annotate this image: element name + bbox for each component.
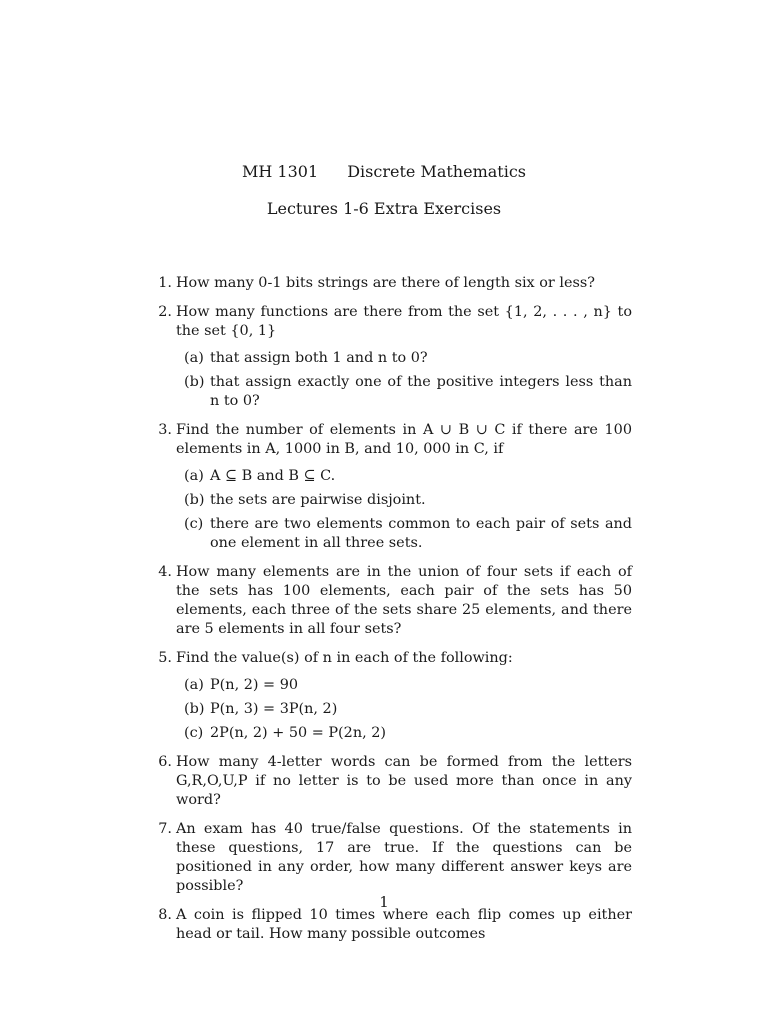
question-number: 5. (158, 650, 172, 666)
question-number: 3. (158, 422, 172, 438)
question-text: How many 0-1 bits strings are there of length six or less? (176, 275, 595, 291)
sub-question-label: (a) (184, 350, 204, 366)
sub-question-label: (a) (184, 677, 204, 693)
exercise-list (152, 274, 632, 954)
sub-question-label: (b) (184, 701, 205, 717)
question-number: 1. (158, 275, 172, 291)
sub-question-label: (c) (184, 516, 204, 532)
sub-question-list (184, 349, 632, 411)
sub-question (184, 515, 632, 553)
question-1 (152, 274, 632, 293)
sub-question-text: P(n, 2) = 90 (210, 677, 299, 693)
sub-question-text: the sets are pairwise disjoint. (210, 492, 426, 508)
question-text: A coin is flipped 10 times where each flip comes up either head or tail. How many possible outcomes (176, 907, 632, 942)
sub-question-text: there are two elements common to each pair of sets and one element in all three sets. (210, 516, 632, 551)
sub-question-text: A ⊆ B and B ⊆ C. (210, 468, 336, 484)
question-number: 2. (158, 304, 172, 320)
sub-question-label: (b) (184, 492, 205, 508)
course-name: Discrete Mathematics (347, 162, 526, 181)
question-7 (152, 820, 632, 896)
page-number: 1 (379, 893, 389, 911)
sub-question (184, 467, 632, 486)
sub-question-text: 2P(n, 2) + 50 = P(2n, 2) (210, 725, 387, 741)
question-text: Find the number of elements in A ∪ B ∪ C if there are 100 elements in A, 1000 in B, and 10, 000 in C, if (176, 422, 632, 457)
page-subtitle: Lectures 1-6 Extra Exercises (266, 199, 502, 218)
question-8 (152, 906, 632, 944)
sub-question-text: that assign exactly one of the positive integers less than n to 0? (210, 374, 632, 409)
sub-question-list (184, 676, 632, 743)
sub-question (184, 373, 632, 411)
question-text: How many 4-letter words can be formed from the letters G,R,O,U,P if no letter is to be used more than once in any word? (176, 754, 632, 808)
question-text: An exam has 40 true/false questions. Of the statements in these questions, 17 are true. If the questions can be positioned in any order, how many different answer keys are possible? (176, 821, 632, 894)
sub-question (184, 724, 632, 743)
sub-question-list (184, 467, 632, 553)
sub-question (184, 700, 632, 719)
question-6 (152, 753, 632, 810)
sub-question-label: (c) (184, 725, 204, 741)
question-text: How many elements are in the union of four sets if each of the sets has 100 elements, each pair of the sets has 50 elements, each three of the sets share 25 elements, and there are 5 elements in all four sets? (176, 564, 632, 637)
sub-question-text: P(n, 3) = 3P(n, 2) (210, 701, 338, 717)
course-code: MH 1301 (241, 162, 319, 181)
question-text: How many functions are there from the set {1, 2, . . . , n} to the set {0, 1} (176, 304, 632, 339)
question-5 (152, 649, 632, 743)
question-number: 7. (158, 821, 172, 837)
sub-question-label: (b) (184, 374, 205, 390)
question-2 (152, 303, 632, 411)
question-number: 6. (158, 754, 172, 770)
sub-question (184, 349, 632, 368)
question-3 (152, 421, 632, 553)
page-title (0, 162, 768, 181)
sub-question-text: that assign both 1 and n to 0? (210, 350, 428, 366)
sub-question (184, 491, 632, 510)
question-text: Find the value(s) of n in each of the following: (176, 650, 513, 666)
question-4 (152, 563, 632, 639)
sub-question (184, 676, 632, 695)
question-number: 8. (158, 907, 172, 923)
question-number: 4. (158, 564, 172, 580)
sub-question-label: (a) (184, 468, 204, 484)
